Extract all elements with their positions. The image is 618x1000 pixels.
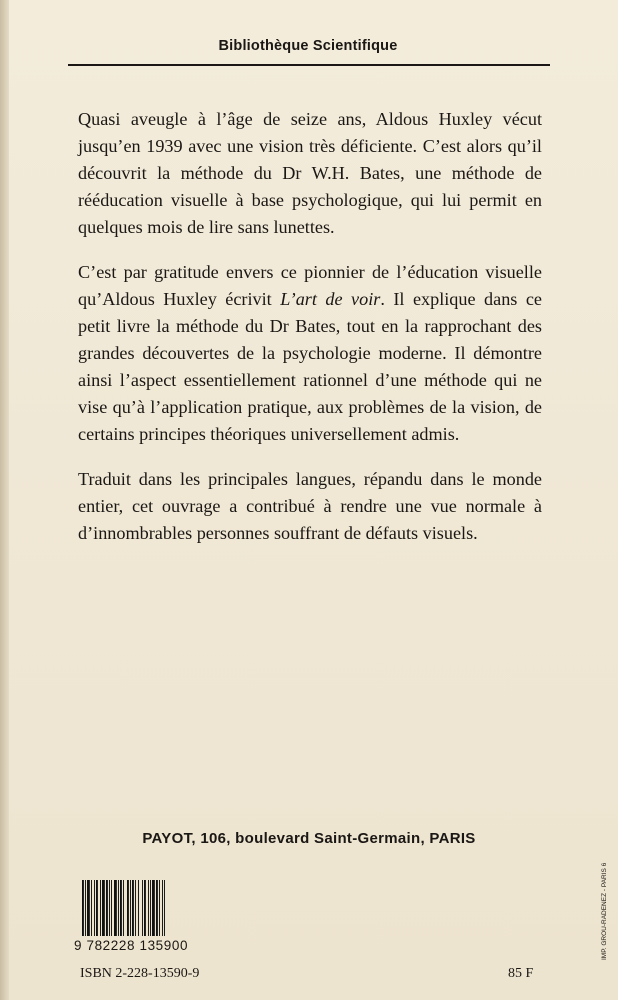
blurb-paragraph-3: Traduit dans les principales langues, répandu dans le monde entier, cet ouvrage a contribué à rendre une vue normale à d’innombrables personnes souffrant de défauts visuels.: [78, 469, 542, 543]
book-title: L’art de voir: [280, 289, 381, 309]
printer-imprint: IMP. GROU-RADENEZ - PARIS 6: [601, 862, 608, 960]
isbn: ISBN 2-228-13590-9: [80, 966, 200, 981]
barcode-number: 9 782228 135900: [74, 938, 189, 953]
cover-edge: [0, 0, 9, 1000]
blurb-paragraph-1: Quasi aveugle à l’âge de seize ans, Aldous Huxley vécut jusqu’en 1939 avec une vision très déficiente. C’est alors qu’il découvrit la méthode du Dr W.H. Bates, une méthode de rééducation visuelle à base psychologique, qui lui permit en quelques mois de lire sans lunettes.: [78, 109, 542, 237]
blurb-text: [78, 106, 542, 565]
price: 85 F: [508, 966, 534, 981]
header-rule: [68, 64, 550, 66]
barcode-icon: [80, 880, 200, 980]
blurb-paragraph-2: [78, 259, 542, 448]
blurb-p2-end: . Il explique dans ce petit livre la méthode du Dr Bates, tout en la rapprochant des grandes découvertes de la psychologie moderne. Il démontre ainsi l’aspect essentiellement rationnel d’une méthode qui ne vise qu’à l’application pratique, aux problèmes de la vision, de certains principes théoriques universellement admis.: [78, 289, 542, 444]
publisher-address: PAYOT, 106, boulevard Saint-Germain, PARIS: [142, 830, 476, 847]
series-title: Bibliothèque Scientifique: [218, 38, 398, 54]
blurb-p2-start: C’est par gratitude envers ce pionnier de l’éducation visuelle qu’Aldous Huxley écrivit: [78, 262, 542, 309]
barcode-bars: [80, 880, 200, 940]
